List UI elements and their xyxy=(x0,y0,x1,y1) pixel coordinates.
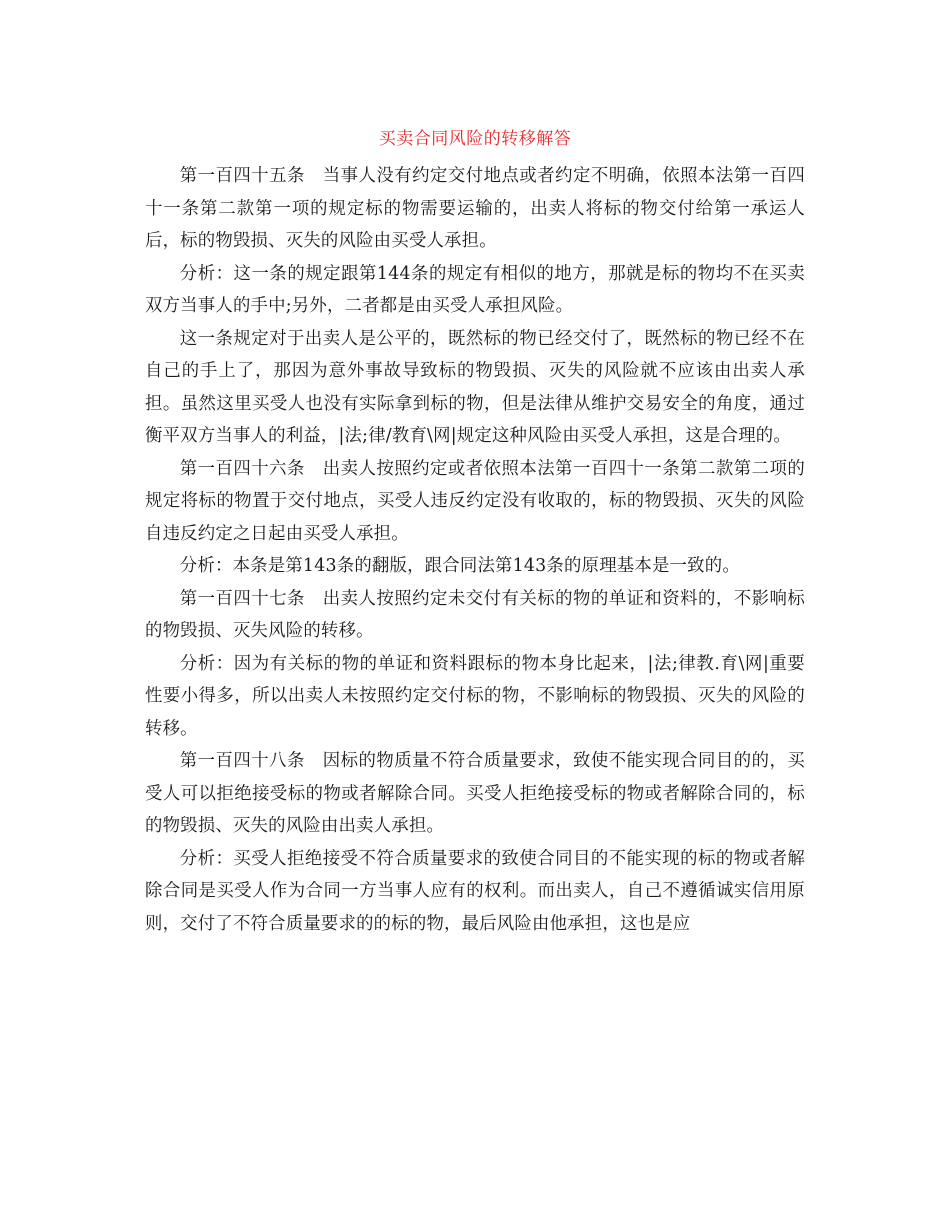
document-body xyxy=(145,160,805,940)
paragraph-analysis-148: 分析：买受人拒绝接受不符合质量要求的致使合同目的不能实现的标的物或者解除合同是买受人作为合同一方当事人应有的权利。而出卖人，自己不遵循诚实信用原则，交付了不符合质量要求的的标的物，最后风险由他承担，这也是应 xyxy=(145,848,805,934)
paragraph-analysis-147: 分析：因为有关标的物的单证和资料跟标的物本身比起来，|法;律教.育\网|重要性要小得多，所以出卖人未按照约定交付标的物，不影响标的物毁损、灭失的风险的转移。 xyxy=(145,653,805,739)
paragraph-analysis-145-continued: 这一条规定对于出卖人是公平的，既然标的物已经交付了，既然标的物已经不在自己的手上了，那因为意外事故导致标的物毁损、灭失的风险就不应该由出卖人承担。虽然这里买受人也没有实际拿到标的物，但是法律从维护交易安全的角度，通过衡平双方当事人的利益，|法;律/教育\网|规定这种风险由买受人承担，这是合理的。 xyxy=(145,328,805,446)
paragraph-analysis-146: 分析：本条是第143条的翻版，跟合同法第143条的原理基本是一致的。 xyxy=(179,556,740,576)
paragraph-article-148: 第一百四十八条 因标的物质量不符合质量要求，致使不能实现合同目的的，买受人可以拒绝接受标的物或者解除合同。买受人拒绝接受标的物或者解除合同的，标的物毁损、灭失的风险由出卖人承担。 xyxy=(145,751,805,836)
paragraph-article-147: 第一百四十七条 出卖人按照约定未交付有关标的物的单证和资料的，不影响标的物毁损、灭失风险的转移。 xyxy=(145,588,805,641)
document-title: 买卖合同风险的转移解答 xyxy=(378,129,572,149)
paragraph-article-145: 第一百四十五条 当事人没有约定交付地点或者约定不明确，依照本法第一百四十一条第二款第一项的规定标的物需要运输的，出卖人将标的物交付给第一承运人后，标的物毁损、灭失的风险由买受人承担。 xyxy=(145,166,805,251)
paragraph-analysis-145: 分析：这一条的规定跟第144条的规定有相似的地方，那就是标的物均不在买卖双方当事人的手中;另外，二者都是由买受人承担风险。 xyxy=(145,263,805,316)
paragraph-article-146: 第一百四十六条 出卖人按照约定或者依照本法第一百四十一条第二款第二项的规定将标的物置于交付地点，买受人违反约定没有收取的，标的物毁损、灭失的风险自违反约定之日起由买受人承担。 xyxy=(145,458,805,544)
